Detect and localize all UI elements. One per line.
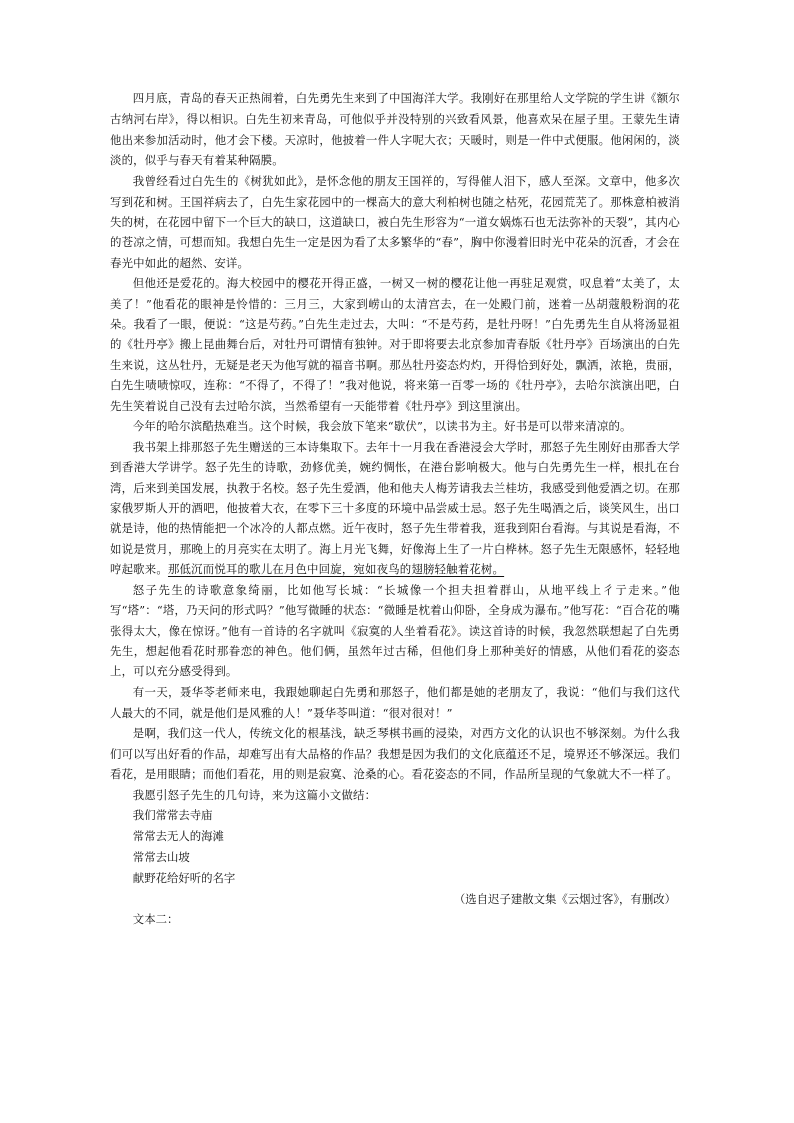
paragraph-3: 但他还是爱花的。海大校园中的樱花开得正盛，一树又一树的樱花让他一再驻足观赏，叹息着“太美了，太美了！”他看花的眼神是怜惜的：三月三，大家到崂山的太清宫去，在一处殿门前，迷着一丛胡蔻般粉润的花朵。我看了一眼，便说：“这是芍药。”白先生走过去，大叫：“不是芍药，是牡丹呀！”白先勇先生自从将汤显祖的《牡丹亭》搬上昆曲舞台后，对牡丹可谓情有独钟。对于即将要去北京参加青春版《牡丹亭》百场演出的白先生来说，这丛牡丹，无疑是老天为他写就的福音书啊。那丛牡丹姿态灼灼，开得恰到好处，飘洒，浓艳，贵丽，白先生啧啧惊叹，连称：“不得了，不得了！”我对他说，将来第一百零一场的《牡丹亭》，去哈尔滨演出吧，白先生笑着说自己没有去过哈尔滨，当然希望有一天能带着《牡丹亭》到这里演出。 xyxy=(110,276,680,413)
poem xyxy=(110,805,680,888)
article-body xyxy=(110,88,680,930)
paragraph-2: 我曾经看过白先生的《树犹如此》，是怀念他的朋友王国祥的，写得催人泪下，感人至深。文章中，他多次写到花和树。王国祥病去了，白先生家花园中的一棵高大的意大利柏树也随之枯死，花园荒芜了。那株意柏被消失的树，在花园中留下一个巨大的缺口，这道缺口，被白先生形容为“一道女娲炼石也无法弥补的天裂”，其内心的苍凉之情，可想而知。我想白先生一定是因为看了太多繁华的“春”，胸中你漫着旧时光中花朵的沉香，才会在春光中如此的超然、安详。 xyxy=(110,174,680,270)
underlined-sentence: 那低沉而悦耳的歌儿在月色中回旋，宛如夜鸟的翅膀轻触着花树。 xyxy=(167,562,505,577)
paragraph-5 xyxy=(110,437,680,580)
paragraph-8: 是啊，我们这一代人，传统文化的根基浅，缺乏琴棋书画的浸染，对西方文化的认识也不够深刻。为什么我们可以写出好看的作品，却难写出有大品格的作品？我想是因为我们的文化底蕴还不足，境界还不够深远。我们看花，是用眼睛；而他们看花，用的则是寂寞、沧桑的心。看花姿态的不同，作品所呈现的气象就大不一样了。 xyxy=(110,726,680,782)
paragraph-7: 有一天，聂华苓老师来电，我跟她聊起白先勇和那怒子，他们都是她的老朋友了，我说：“他们与我们这代人最大的不同，就是他们是风雅的人！”聂华苓叫道：“很对很对！” xyxy=(110,684,680,720)
source-citation: （选自迟子建散文集《云烟过客》，有删改） xyxy=(453,891,676,906)
paragraph-6: 怒子先生的诗歌意象绮丽，比如他写长城：“长城像一个担夫担着群山，从地平线上彳亍走来。”他写“塔”：“塔，乃天问的形式吗？”他写微睡的状态：“微睡是枕着山仰卧，全身成为瀑布。”他写花：“百合花的嘴张得太大，像在惊讶。”他有一首诗的名字就叫《寂寞的人坐着看花》。读这首诗的时候，我忽然联想起了白先勇先生，想起他看花时那眷恋的神色。他们俩，虽然年过古稀，但他们身上那种美好的情感，从他们看花的姿态上，可以充分感受得到。 xyxy=(110,582,680,679)
poem-line: 常常去山坡 xyxy=(132,849,190,864)
paragraph-4: 今年的哈尔滨酷热难当。这个时候，我会放下笔来“歇伏”，以读书为主。好书是可以带来清凉的。 xyxy=(132,419,632,434)
poem-line: 常常去无人的海滩 xyxy=(132,829,224,844)
poem-line: 献野花给好听的名字 xyxy=(132,870,236,885)
section-heading: 文本二： xyxy=(132,912,179,927)
poem-line: 我们常常去寺庙 xyxy=(132,808,213,823)
paragraph-5-text: 我书架上排那怒子先生赠送的三本诗集取下。去年十一月我在香港浸会大学时，那怒子先生刚好由那香大学到香港大学讲学。怒子先生的诗歌，劲修优美，婉约惆怅，在港台影响极大。他与白先勇先生一样，根扎在台湾，后来到美国发展，执教于名校。怒子先生爱酒，他和他夫人梅芳请我去兰桂坊，我感受到他爱酒之切。在那家俄罗斯人开的酒吧，他披着大衣，在零下三十多度的环境中品尝威士忌。怒子先生喝酒之后，谈笑风生，出口就是诗，他的热情能把一个冰冷的人都点燃。近午夜时，怒子先生带着我，逛我到阳台看海。与其说是看海，不如说是赏月，那晚上的月亮实在太明了。海上月光飞舞，好像海上生了一片白桦林。怒子先生无限感怀，轻轻地哼起歌来。 xyxy=(110,439,680,577)
paragraph-9: 我愿引怒子先生的几句诗，来为这篇小文做结： xyxy=(132,787,377,802)
paragraph-1: 四月底，青岛的春天正热闹着，白先勇先生来到了中国海洋大学。我刚好在那里给人文学院的学生讲《额尔古纳河右岸》，得以相识。白先生初来青岛，可他似乎并没特别的兴致看风景，他喜欢呆在屋子里。王蒙先生请他出来参加活动时，他才会下楼。天凉时，他披着一件人字呢大衣；天暖时，则是一件中式便服。他闲闲的，淡淡的，似乎与春天有着某种隔膜。 xyxy=(110,91,680,168)
